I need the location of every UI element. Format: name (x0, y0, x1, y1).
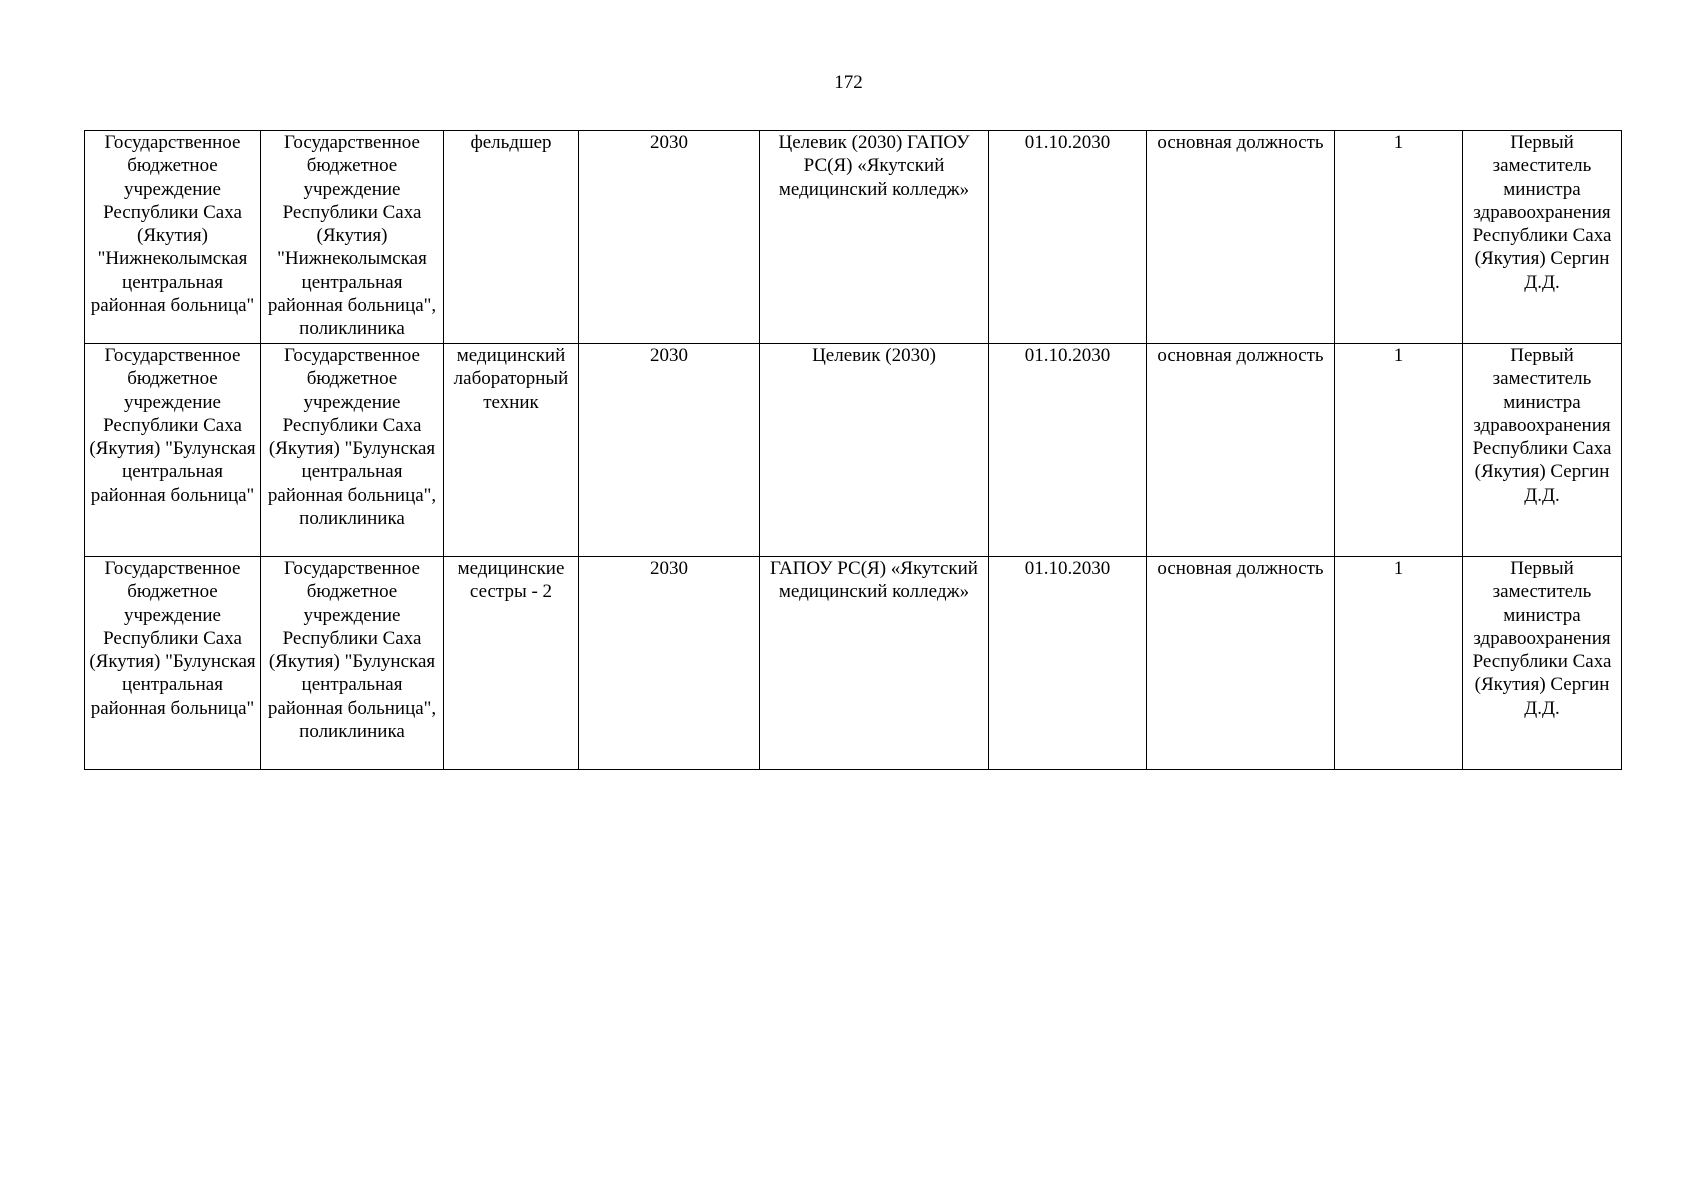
date-cell: 01.10.2030 (989, 344, 1147, 557)
employer-cell: Государственное бюджетное учреждение Республики Саха (Якутия) "Булунская центральная районная больница" (85, 557, 261, 770)
year-cell: 2030 (579, 557, 760, 770)
vacancy-table (84, 130, 1622, 770)
table-row (85, 131, 1622, 344)
source-cell: Целевик (2030) ГАПОУ РС(Я) «Якутский медицинский колледж» (760, 131, 989, 344)
source-cell: ГАПОУ РС(Я) «Якутский медицинский колледж» (760, 557, 989, 770)
count-cell: 1 (1335, 131, 1463, 344)
year-cell: 2030 (579, 344, 760, 557)
position-cell: медицинский лабораторный техник (444, 344, 579, 557)
type-cell: основная должность (1147, 344, 1335, 557)
page-number: 172 (834, 72, 863, 93)
employer-cell: Государственное бюджетное учреждение Республики Саха (Якутия) "Булунская центральная районная больница" (85, 344, 261, 557)
type-cell: основная должность (1147, 557, 1335, 770)
responsible-cell: Первый заместитель министра здравоохранения Республики Саха (Якутия) Сергин Д.Д. (1463, 557, 1622, 770)
workplace-cell: Государственное бюджетное учреждение Республики Саха (Якутия) "Булунская центральная районная больница", поликлиника (261, 557, 444, 770)
table-row (85, 557, 1622, 770)
type-cell: основная должность (1147, 131, 1335, 344)
year-cell: 2030 (579, 131, 760, 344)
table-row (85, 344, 1622, 557)
position-cell: фельдшер (444, 131, 579, 344)
position-cell: медицинские сестры - 2 (444, 557, 579, 770)
source-cell: Целевик (2030) (760, 344, 989, 557)
responsible-cell: Первый заместитель министра здравоохранения Республики Саха (Якутия) Сергин Д.Д. (1463, 344, 1622, 557)
responsible-cell: Первый заместитель министра здравоохранения Республики Саха (Якутия) Сергин Д.Д. (1463, 131, 1622, 344)
workplace-cell: Государственное бюджетное учреждение Республики Саха (Якутия) "Нижнеколымская центральная районная больница", поликлиника (261, 131, 444, 344)
workplace-cell: Государственное бюджетное учреждение Республики Саха (Якутия) "Булунская центральная районная больница", поликлиника (261, 344, 444, 557)
employer-cell: Государственное бюджетное учреждение Республики Саха (Якутия) "Нижнеколымская центральная районная больница" (85, 131, 261, 344)
date-cell: 01.10.2030 (989, 131, 1147, 344)
date-cell: 01.10.2030 (989, 557, 1147, 770)
count-cell: 1 (1335, 344, 1463, 557)
count-cell: 1 (1335, 557, 1463, 770)
